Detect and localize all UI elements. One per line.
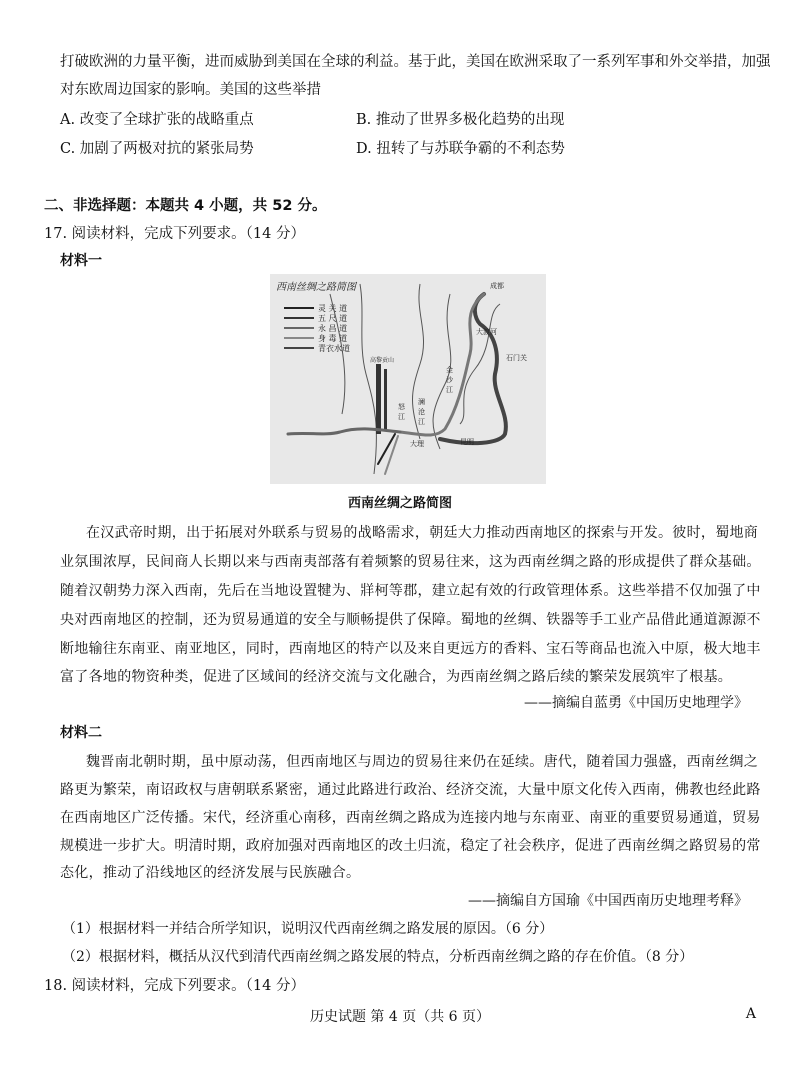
svg-text:昆明: 昆明 [460,438,474,446]
material1-line: 富了各地的物资种类，促进了区域间的经济交流与文化融合，为西南丝绸之路后续的繁荣发展筑牢了根基。 [60,669,733,685]
svg-text:沧: 沧 [418,408,425,416]
q18-header: 18. 阅读材料，完成下列要求。（14 分） [44,978,305,994]
material1-line: 业氛围浓厚，民间商人长期以来与西南夷部落有着频繁的贸易往来，这为西南丝绸之路的形成提供了群众基础。 [60,554,761,570]
svg-text:怒: 怒 [398,403,405,411]
option-b: B. 推动了世界多极化趋势的出现 [356,112,565,128]
svg-text:江: 江 [446,386,453,394]
material1-label: 材料一 [60,253,102,269]
map-drawing [270,274,546,484]
material2-line: 路更为繁荣，南诏政权与唐朝联系紧密，通过此路进行政治、经济交流，大量中原文化传入西南，佛教也经此路 [60,782,761,798]
option-c: C. 加剧了两极对抗的紧张局势 [60,141,254,157]
material2-source: ——摘编自方国瑜《中国西南历史地理考释》 [468,893,748,909]
legend-item: 身 毒 道 [318,334,348,343]
legend-item: 永 昌 道 [318,324,348,333]
material2-line: 态化，推动了沿线地区的经济发展与民族融合。 [60,865,361,881]
svg-text:江: 江 [418,418,425,426]
option-a: A. 改变了全球扩张的战略重点 [60,112,254,128]
svg-text:大渡河: 大渡河 [476,328,497,336]
intro-line-2: 对东欧周边国家的影响。美国的这些举措 [60,82,321,98]
legend-item: 青衣水道 [318,344,350,353]
q17-requirement-1: （1）根据材料一并结合所学知识，说明汉代西南丝绸之路发展的原因。（6 分） [62,921,554,937]
svg-text:石门关: 石门关 [506,354,527,362]
svg-text:大理: 大理 [410,440,424,448]
paper-version: A [745,1006,756,1022]
material2-label: 材料二 [60,725,102,741]
svg-text:成都: 成都 [490,282,504,290]
svg-text:江: 江 [398,413,405,421]
option-d: D. 扭转了与苏联争霸的不利态势 [356,141,565,157]
material2-line: 在西南地区广泛传播。宋代，经济重心南移，西南丝绸之路成为连接内地与东南亚、南亚的重要贸易通道，贸易 [60,810,761,826]
material1-source: ——摘编自蓝勇《中国历史地理学》 [524,695,748,711]
legend-item: 五 尺 道 [318,314,348,323]
svg-text:金: 金 [446,366,453,374]
legend-item: 灵 关 道 [318,304,348,313]
svg-text:沙: 沙 [446,376,453,384]
map-caption: 西南丝绸之路简图 [347,496,452,511]
page-footer: 历史试题 第 4 页（共 6 页） [309,1009,491,1025]
map-title: 西南丝绸之路简图 [276,282,356,293]
material1-line: 央对西南地区的控制，还为贸易通道的安全与顺畅提供了保障。蜀地的丝绸、铁器等手工业产品借此通道源源不 [60,612,761,628]
intro-line-1: 打破欧洲的力量平衡，进而威胁到美国在全球的利益。基于此，美国在欧洲采取了一系列军事和外交举措，加强 [60,54,771,70]
silk-road-map [270,274,546,484]
q17-header: 17. 阅读材料，完成下列要求。（14 分） [44,226,305,242]
material2-line: 规模进一步扩大。明清时期，政府加强对西南地区的改土归流，稳定了社会秩序，促进了西南丝绸之路贸易的常 [60,838,761,854]
section-title: 二、非选择题：本题共 4 小题，共 52 分。 [44,198,327,214]
material1-line: 断地输往东南亚、南亚地区，同时，西南地区的特产以及来自更远方的香料、宝石等商品也流入中原，极大地丰 [60,641,761,657]
material1-line: 随着汉朝势力深入西南，先后在当地设置犍为、牂柯等郡，建立起有效的行政管理体系。这些举措不仅加强了中 [60,583,761,599]
q17-requirement-2: （2）根据材料，概括从汉代到清代西南丝绸之路发展的特点，分析西南丝绸之路的存在价值。（8 分） [62,949,694,965]
material2-line: 魏晋南北朝时期，虽中原动荡，但西南地区与周边的贸易往来仍在延续。唐代，随着国力强盛，西南丝绸之 [86,754,759,770]
svg-text:高黎贡山: 高黎贡山 [370,357,395,364]
svg-text:澜: 澜 [418,398,425,406]
material1-line: 在汉武帝时期，出于拓展对外联系与贸易的战略需求，朝廷大力推动西南地区的探索与开发。彼时，蜀地商 [86,525,759,541]
